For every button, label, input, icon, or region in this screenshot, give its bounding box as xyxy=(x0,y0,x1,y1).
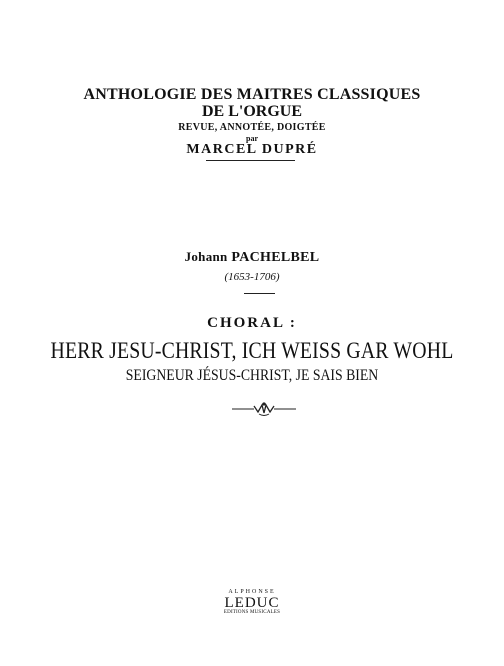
title-french: SEIGNEUR JÉSUS-CHRIST, JE SAIS BIEN xyxy=(125,367,379,384)
edition-note: REVUE, ANNOTÉE, DOIGTÉE xyxy=(178,122,326,133)
by-label: par xyxy=(246,134,258,143)
composer-name xyxy=(0,249,504,266)
publisher-logo xyxy=(222,588,282,616)
divider-rule-short xyxy=(244,293,275,294)
title-german: HERR JESU-CHRIST, ICH WEISS GAR WOHL xyxy=(50,338,454,363)
divider-rule xyxy=(206,160,295,161)
composer-first-name: Johann xyxy=(184,249,228,264)
genre-label: CHORAL : xyxy=(207,315,297,331)
composer-dates: (1653-1706) xyxy=(224,271,280,283)
anthology-title-line2: DE L'ORGUE xyxy=(201,103,302,120)
publisher-line3: EDITIONS MUSICALES xyxy=(223,610,281,615)
anthology-title-line1: ANTHOLOGIE DES MAITRES CLASSIQUES xyxy=(83,86,421,103)
ornament-icon xyxy=(232,400,296,418)
publisher-line2: LEDUC xyxy=(224,595,280,611)
composer-last-name: PACHELBEL xyxy=(231,250,320,265)
publisher-line1: ALPHONSE xyxy=(228,589,276,595)
editor-name: MARCEL DUPRÉ xyxy=(186,142,318,157)
